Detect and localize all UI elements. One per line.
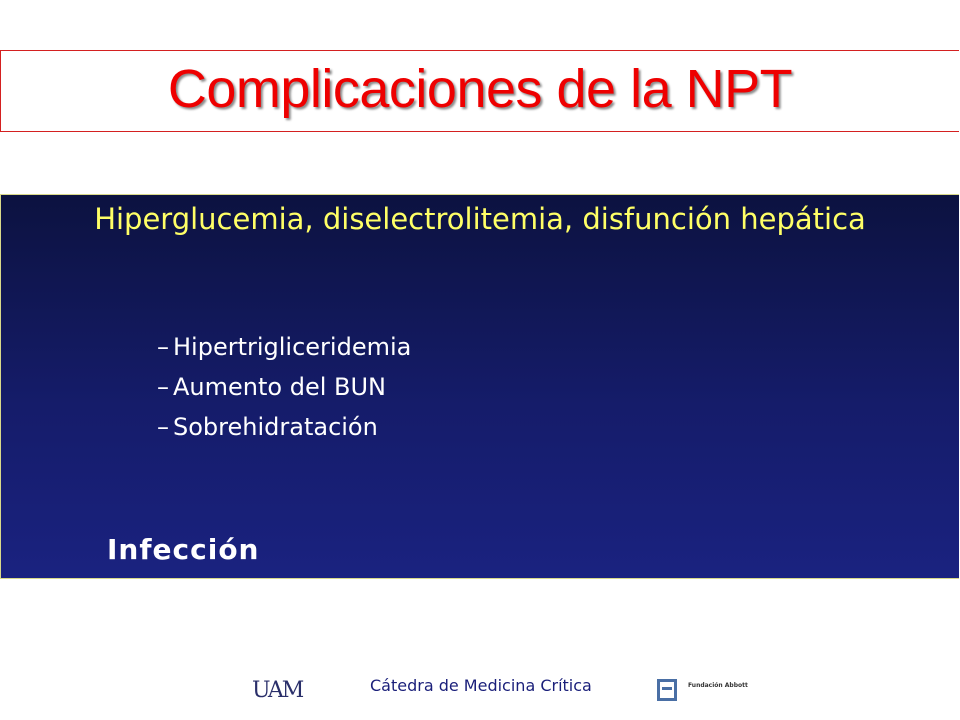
list-item-label: Hipertrigliceridemia: [173, 333, 412, 361]
list-item: [157, 327, 411, 367]
footer-text: Cátedra de Medicina Crítica: [370, 676, 592, 695]
abbott-logo-icon: [656, 678, 678, 702]
complications-sublist: [157, 327, 411, 447]
main-heading: Hiperglucemia, diselectrolitemia, disfunción hepática: [94, 202, 866, 236]
list-item-label: Aumento del BUN: [173, 373, 386, 401]
infection-heading: Infección: [107, 533, 260, 566]
dash-bullet: –: [157, 373, 169, 401]
abbott-logo-text: Fundación Abbott: [688, 682, 748, 689]
content-panel: [0, 194, 959, 579]
list-item-label: Sobrehidratación: [173, 413, 378, 441]
slide-title: Complicaciones de la NPT: [167, 59, 793, 119]
uam-logo: [252, 678, 302, 703]
list-item: [157, 407, 411, 447]
dash-bullet: –: [157, 413, 169, 441]
uam-logo-text: UAM: [252, 678, 303, 703]
list-item: [157, 367, 411, 407]
title-box: [0, 50, 959, 132]
dash-bullet: –: [157, 333, 169, 361]
